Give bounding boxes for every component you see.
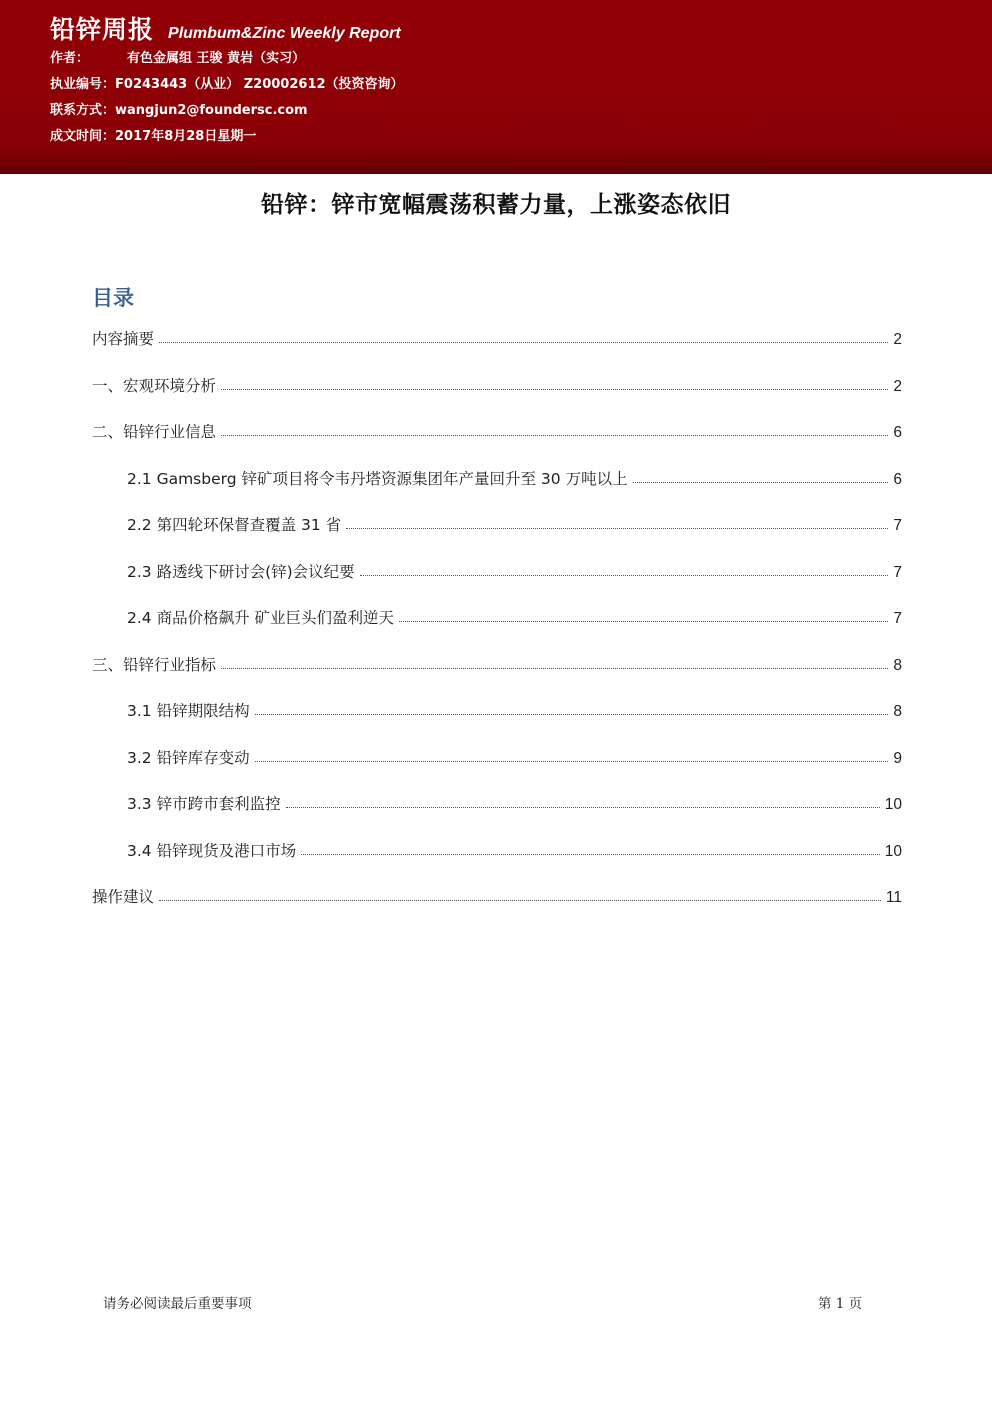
toc-entry-title: 3.2 铅锌库存变动 — [127, 749, 250, 767]
toc-entry-title: 3.1 铅锌期限结构 — [127, 702, 250, 720]
toc-entry-page: 6 — [893, 471, 902, 488]
page-number: 第 1 页 — [818, 1296, 863, 1312]
toc-leader — [346, 527, 888, 529]
brand-title-cn: 铅锌周报 — [50, 15, 155, 44]
toc-entry[interactable] — [127, 602, 902, 628]
license-value: F0243443（从业） Z20002612（投资咨询） — [115, 77, 404, 92]
document-title: 铅锌：锌市宽幅震荡积蓄力量，上涨姿态依旧 — [261, 192, 731, 218]
toc-heading: 目录 — [92, 286, 134, 310]
toc-entry-title: 二、铅锌行业信息 — [92, 423, 217, 441]
toc-entry[interactable] — [127, 556, 902, 582]
toc-entry-page: 8 — [893, 657, 902, 674]
toc-entry[interactable] — [92, 416, 902, 442]
license-line — [50, 72, 992, 98]
toc-leader — [399, 620, 888, 622]
toc-entry[interactable] — [92, 323, 902, 349]
toc-entry-page: 2 — [893, 331, 902, 348]
toc-entry-page: 6 — [893, 424, 902, 441]
toc-leader — [255, 760, 889, 762]
toc-entry-page: 7 — [893, 564, 902, 581]
toc-entry-title: 2.3 路透线下研讨会(锌)会议纪要 — [127, 563, 355, 581]
toc-entry[interactable] — [127, 835, 902, 861]
toc-leader — [633, 481, 889, 483]
author-label: 作者： — [50, 51, 90, 66]
toc-entry[interactable] — [127, 695, 902, 721]
toc-entry[interactable] — [127, 742, 902, 768]
toc-entry-page: 7 — [893, 517, 902, 534]
toc-entry-page: 9 — [893, 750, 902, 767]
toc-leader — [301, 853, 880, 855]
toc-leader — [159, 899, 881, 901]
date-line — [50, 124, 992, 150]
toc-entry[interactable] — [92, 881, 902, 907]
toc-leader — [221, 434, 888, 436]
contact-label: 联系方式： — [50, 103, 116, 118]
toc-entry-title: 2.4 商品价格飙升 矿业巨头们盈利逆天 — [127, 609, 395, 627]
toc-entry[interactable] — [92, 649, 902, 675]
toc-entry[interactable] — [127, 509, 902, 535]
toc-entry-title: 3.3 锌市跨市套利监控 — [127, 795, 281, 813]
toc-entry-title: 三、铅锌行业指标 — [92, 656, 217, 674]
brand-title-en: Plumbum&Zinc Weekly Report — [168, 25, 401, 42]
report-header-banner — [0, 0, 992, 174]
contact-line — [50, 98, 992, 124]
toc-entry-title: 2.1 Gamsberg 锌矿项目将令韦丹塔资源集团年产量回升至 30 万吨以上 — [127, 470, 628, 488]
footer-notice: 请务必阅读最后重要事项 — [103, 1296, 252, 1312]
toc-entry-page: 10 — [884, 843, 902, 860]
toc-leader — [221, 388, 888, 390]
toc-entry[interactable] — [127, 463, 902, 489]
toc-entry[interactable] — [127, 788, 902, 814]
author-value: 有色金属组 王骏 黄岩（实习） — [127, 51, 306, 66]
author-line — [50, 46, 992, 72]
toc-entry[interactable] — [92, 370, 902, 396]
toc-leader — [286, 806, 880, 808]
toc-leader — [221, 667, 888, 669]
toc-entry-page: 11 — [885, 889, 902, 906]
toc-entry-page: 8 — [893, 703, 902, 720]
toc-entry-page: 7 — [893, 610, 902, 627]
contact-email: wangjun2@foundersc.com — [115, 103, 308, 118]
date-label: 成文时间： — [50, 129, 116, 144]
toc-entry-page: 10 — [884, 796, 902, 813]
license-label: 执业编号： — [50, 77, 116, 92]
toc-entry-title: 内容摘要 — [92, 330, 155, 348]
report-brand — [50, 10, 992, 46]
toc-leader — [255, 713, 889, 715]
toc-entry-title: 2.2 第四轮环保督查覆盖 31 省 — [127, 516, 342, 534]
toc-entry-title: 一、宏观环境分析 — [92, 377, 217, 395]
toc-entry-page: 2 — [893, 378, 902, 395]
toc-entry-title: 3.4 铅锌现货及港口市场 — [127, 842, 297, 860]
toc-leader — [360, 574, 889, 576]
toc-leader — [159, 341, 888, 343]
date-value: 2017年8月28日星期一 — [115, 129, 257, 144]
toc-entry-title: 操作建议 — [92, 888, 155, 906]
